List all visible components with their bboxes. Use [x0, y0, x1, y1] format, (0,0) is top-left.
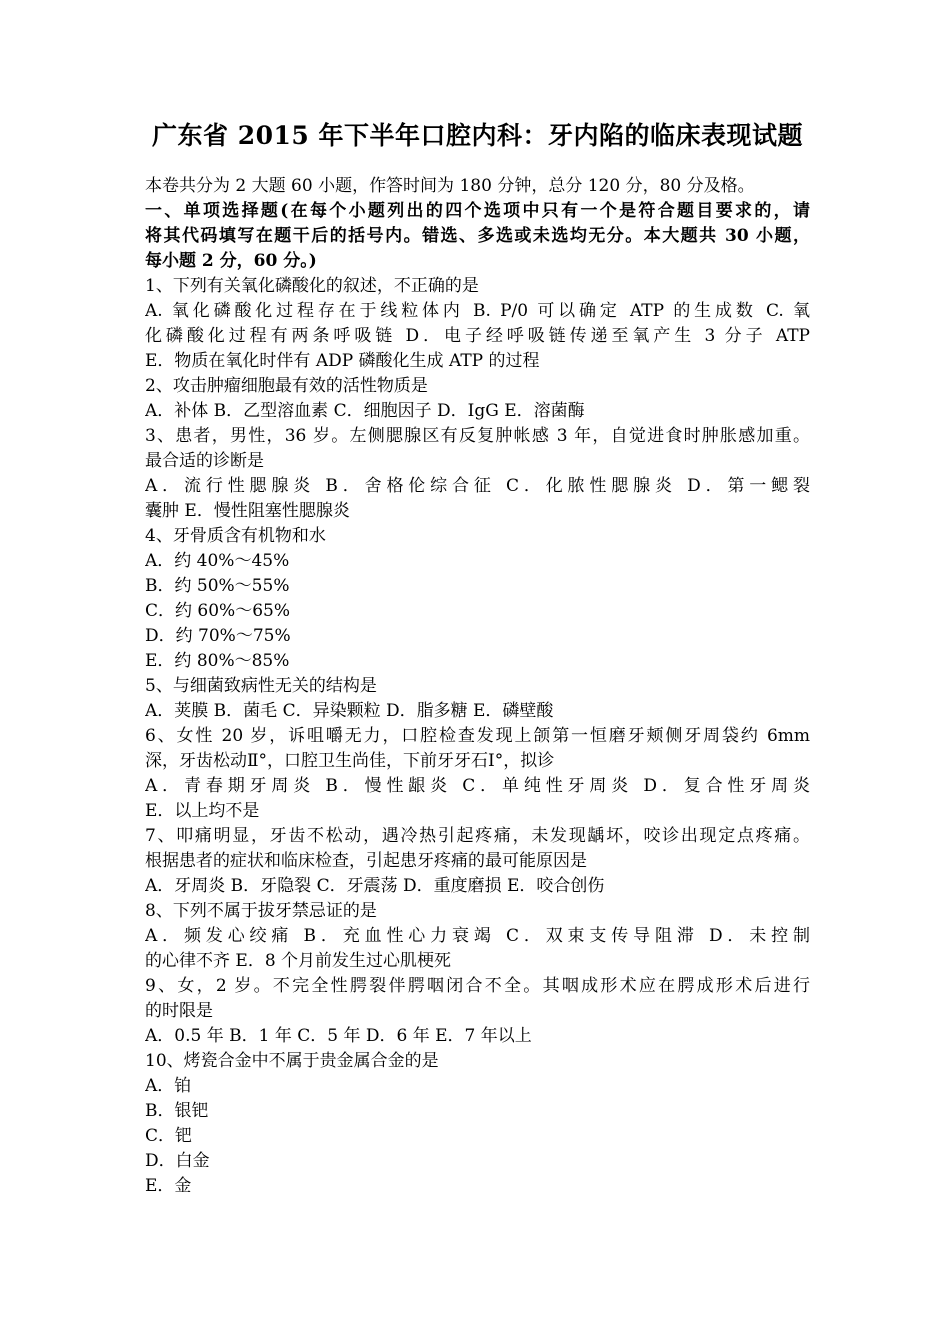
text-line: 深，牙齿松动Ⅱ°，口腔卫生尚佳，下前牙牙石Ⅰ°，拟诊 — [145, 751, 555, 771]
text-line: E．约 80%～85% — [145, 651, 290, 671]
text-line: E．物质在氧化时伴有 ADP 磷酸化生成 ATP 的过程 — [145, 351, 540, 371]
text-line: A．约 40%～45% — [145, 551, 290, 571]
text-line: 囊肿 E．慢性阻塞性腮腺炎 — [145, 501, 350, 521]
document-title: 广东省 2015 年下半年口腔内科：牙内陷的临床表现试题 — [152, 121, 803, 150]
text-line: A．铂 — [145, 1076, 192, 1096]
text-line: D．约 70%～75% — [145, 626, 291, 646]
text-line: 3、患者，男性，36 岁。左侧腮腺区有反复肿帐感 3 年，自觉进食时肿胀感加重。 — [145, 426, 810, 446]
text-line: B．约 50%～55% — [145, 576, 290, 596]
text-line: 的时限是 — [145, 1001, 213, 1021]
text-line: 的心律不齐 E．8 个月前发生过心肌梗死 — [145, 951, 452, 971]
text-line: 10、烤瓷合金中不属于贵金属合金的是 — [145, 1051, 439, 1071]
text-line: 将其代码填写在题干后的括号内。错选、多选或未选均无分。本大题共 30 小题， — [145, 226, 810, 246]
text-line: 5、与细菌致病性无关的结构是 — [145, 676, 377, 696]
text-line: 每小题 2 分，60 分。) — [145, 251, 317, 271]
text-line: A．补体 B．乙型溶血素 C．细胞因子 D．IgG E．溶菌酶 — [145, 401, 585, 421]
text-line: C．钯 — [145, 1126, 193, 1146]
text-line: E．以上均不是 — [145, 801, 260, 821]
text-line: A．0.5 年 B．1 年 C．5 年 D．6 年 E．7 年以上 — [145, 1026, 532, 1046]
document-page — [145, 118, 810, 1199]
text-line: A．牙周炎 B．牙隐裂 C．牙震荡 D．重度磨损 E．咬合创伤 — [145, 876, 605, 896]
text-line: A．荚膜 B．菌毛 C．异染颗粒 D．脂多糖 E．磷壁酸 — [145, 701, 554, 721]
text-line: 化磷酸化过程有两条呼吸链 D．电子经呼吸链传递至氧产生 3 分子 ATP — [145, 326, 810, 346]
text-line: D．白金 — [145, 1151, 210, 1171]
text-line: 6、女性 20 岁，诉咀嚼无力，口腔检查发现上颌第一恒磨牙颊侧牙周袋约 6mm — [145, 726, 810, 746]
text-line: 根据患者的症状和临床检查，引起患牙疼痛的最可能原因是 — [145, 851, 587, 871]
text-line: E．金 — [145, 1176, 192, 1196]
text-line: A．青春期牙周炎 B．慢性龈炎 C．单纯性牙周炎 D．复合性牙周炎 — [145, 776, 810, 796]
text-line: 一、单项选择题(在每个小题列出的四个选项中只有一个是符合题目要求的，请 — [145, 201, 810, 221]
text-line: 8、下列不属于拔牙禁忌证的是 — [145, 901, 377, 921]
text-line: A. 氧化磷酸化过程存在于线粒体内 B. P/0 可以确定 ATP 的生成数 C. 氧 — [145, 301, 810, 321]
text-line: 1、下列有关氧化磷酸化的叙述，不正确的是 — [145, 276, 479, 296]
text-line: 7、叩痛明显，牙齿不松动，遇冷热引起疼痛，未发现龋坏，咬诊出现定点疼痛。 — [145, 826, 810, 846]
text-line: A．频发心绞痛 B．充血性心力衰竭 C．双束支传导阻滞 D．未控制 — [145, 926, 810, 946]
text-line: 9、女，2 岁。不完全性腭裂伴腭咽闭合不全。其咽成形术应在腭成形术后进行 — [145, 976, 810, 996]
text-line: 4、牙骨质含有机物和水 — [145, 526, 326, 546]
text-line: A．流行性腮腺炎 B．舍格伦综合征 C．化脓性腮腺炎 D．第一鳃裂 — [145, 476, 810, 496]
text-line: 最合适的诊断是 — [145, 451, 264, 471]
text-line: 本卷共分为 2 大题 60 小题，作答时间为 180 分钟，总分 120 分，80 分及格。 — [145, 176, 755, 196]
text-line: C．约 60%～65% — [145, 601, 290, 621]
text-line: 2、攻击肿瘤细胞最有效的活性物质是 — [145, 376, 428, 396]
text-line: B．银钯 — [145, 1101, 209, 1121]
document-body — [145, 174, 810, 1199]
